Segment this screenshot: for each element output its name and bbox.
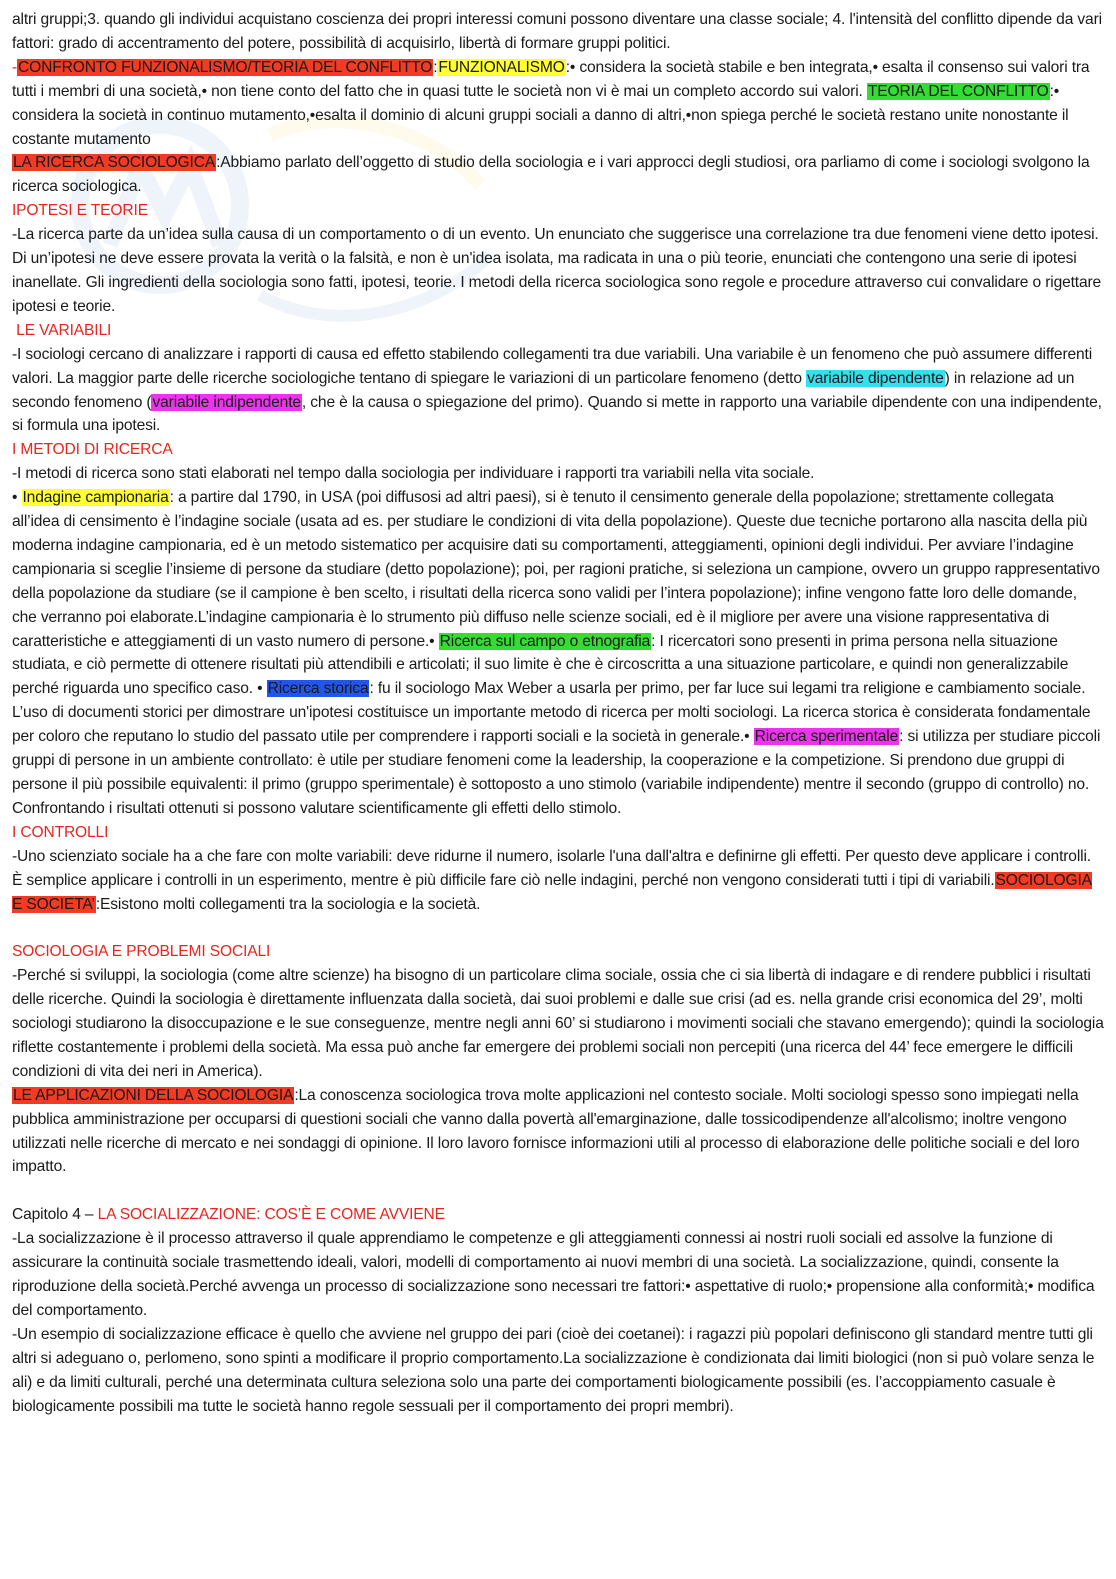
highlight-indagine-campionaria: Indagine campionaria [22, 489, 169, 507]
paragraph-confronto: -CONFRONTO FUNZIONALISMO/TEORIA DEL CONFLITTO:FUNZIONALISMO:• considera la società stabile e ben integrata,• esalta il consenso sui valori tra tutti i membri di una società,• non tiene conto del fatto che in quasi tutte le società non vi è mai un completo accordo sui valori. TEORIA DEL CONFLITTO:• considera la società in continuo mutamento,•esalta il dominio di alcuni gruppi sociali a danno di altri,•non spiega perché le società restano unite nonostante il costante mutamento [12, 58, 1090, 148]
heading-ipotesi-teorie: IPOTESI E TEORIE [12, 202, 148, 220]
highlight-variabile-dipendente: variabile dipendente [807, 369, 944, 387]
paragraph-variabili: -I sociologi cercano di analizzare i rapporti di causa ed effetto stabilendo collegamenti tra due variabili. Una variabile è un fenomeno che può assumere differenti valori. La maggior parte delle ricerche sociologiche tentano di spiegare le variazioni di un particolare fenomeno (detto variabile dipendente) in relazione ad un secondo fenomeno (variabile indipendente, che è la causa o spiegazione del primo). Quando si mette in rapporto una variabile dipendente con una indipendente, si formula una ipotesi. [12, 345, 1102, 435]
highlight-ricerca-sperimentale: Ricerca sperimentale [754, 728, 899, 746]
chapter-title: LA SOCIALIZZAZIONE: COS’È E COME AVVIENE [97, 1206, 445, 1224]
heading-controlli: I CONTROLLI [12, 823, 109, 841]
spacer [12, 1179, 1104, 1203]
highlight-ricerca-sociologica: LA RICERCA SOCIOLOGICA [13, 154, 216, 172]
paragraph-controlli: -Uno scienziato sociale ha a che fare con molte variabili: deve ridurne il numero, isolarle l'una dall'altra e definirne gli effetti. Per questo deve applicare i controlli. È semplice applicare i controlli in un esperimento, mentre è più difficile fare ciò nelle indagini, perché non vengono considerati tutti i tipi di variabili.SOCIOLOGIA E SOCIETA’:Esistono molti collegamenti tra la sociologia e la società. [12, 847, 1092, 913]
paragraph-metodi: -I metodi di ricerca sono stati elaborati nel tempo dalla sociologia per individuare i rapporti tra variabili nella vita sociale. [12, 465, 815, 483]
heading-problemi-sociali: SOCIOLOGIA E PROBLEMI SOCIALI [12, 943, 271, 961]
highlight-applicazioni: LE APPLICAZIONI DELLA SOCIOLOGIA [13, 1086, 294, 1104]
paragraph-ricerca-sociologica: LA RICERCA SOCIOLOGICA:Abbiamo parlato dell’oggetto di studio della sociologia e i vari approcci degli studiosi, ora parliamo di come i sociologi svolgono la ricerca sociologica. [12, 154, 1090, 196]
highlight-ricerca-sul-campo: Ricerca sul campo o etnografia [439, 632, 651, 650]
heading-metodi-ricerca: I METODI DI RICERCA [12, 441, 173, 459]
paragraph-intro: altri gruppi;3. quando gli individui acquistano coscienza dei propri interessi comuni possono diventare una classe sociale; 4. l'intensità del conflitto dipende da vari fattori: grado di accentramento del potere, possibilità di acquisirlo, libertà di formare gruppi politici. [12, 11, 1102, 52]
spacer [12, 916, 1104, 940]
highlight-ricerca-storica: Ricerca storica [267, 680, 369, 698]
paragraph-socializzazione-1: -La socializzazione è il processo attraverso il quale apprendiamo le competenze e gli atteggiamenti connessi ai nostri ruoli sociali ed assolve la funzione di assicurare la continuità sociale trasmettendo ideali, valori, modelli di comportamento ai nuovi membri di una società. La socializzazione, quindi, consente la riproduzione della società.Perché avvenga un processo di socializzazione sono necessari tre fattori:• aspettative di ruolo;• propensione alla conformità;• modifica del comportamento. [12, 1230, 1095, 1319]
heading-variabili: LE VARIABILI [12, 321, 112, 339]
highlight-sociologia-societa: SOCIOLOGIA E SOCIETA’ [12, 871, 1092, 913]
highlight-teoria-conflitto: TEORIA DEL CONFLITTO [867, 82, 1049, 100]
paragraph-ipotesi: -La ricerca parte da un’idea sulla causa di un comportamento o di un evento. Un enunciato che suggerisce una correlazione tra due fenomeni viene detto ipotesi. Di un’ipotesi ne deve essere provata la verità o la falsità, e non è un'idea isolata, ma radicata in una o più teorie, enunciati che contengono una serie di ipotesi inanellate. Gli ingredienti della sociologia sono fatti, ipotesi, teorie. I metodi della ricerca sociologica sono regole e procedure attraverso cui convalidare o rigettare ipotesi e teorie. [12, 226, 1102, 315]
highlight-variabile-indipendente: variabile indipendente [152, 393, 301, 411]
heading-capitolo-4: Capitolo 4 – LA SOCIALIZZAZIONE: COS’È E COME AVVIENE [12, 1206, 445, 1224]
highlight-confronto: CONFRONTO FUNZIONALISMO/TEORIA DEL CONFLITTO [18, 58, 433, 76]
paragraph-socializzazione-2: -Un esempio di socializzazione efficace è quello che avviene nel gruppo dei pari (cioè dei coetanei): i ragazzi più popolari definiscono gli standard mentre tutti gli altri si adeguano o, perlomeno, sono spinti a modificare il proprio comportamento.La socializzazione è condizionata dai limiti biologici (non si può volare senza le ali) e da limiti culturali, perché una determinata cultura seleziona solo una parte dei comportamenti biologicamente possibili (es. l’accoppiamento casuale è biologicamente possibili ma tutte le società hanno regole sessuali per il comportamento dei propri membri). [12, 1325, 1095, 1415]
paragraph-problemi: -Perché si sviluppi, la sociologia (come altre scienze) ha bisogno di un particolare clima sociale, ossia che ci sia libertà di indagare e di rendere pubblici i risultati delle ricerche. Quindi la sociologia è direttamente influenzata dalla società, dai suoi problemi e dalle sue crisi (ad es. nella grande crisi economica del 29’, molti sociologi studiarono la disoccupazione e le sue conseguenze, mentre negli anni 60’ si studiarono i movimenti sociali che stavano emergendo); quindi la sociologia riflette costantemente i problemi della società. Ma essa può anche far emergere dei problemi sociali non percepiti (una ricerca del 44’ fece emergere le difficili condizioni di vita dei neri in America). [12, 967, 1104, 1080]
highlight-funzionalismo: FUNZIONALISMO [438, 58, 565, 76]
paragraph-indagine: • Indagine campionaria: a partire dal 1790, in USA (poi diffusosi ad altri paesi), si è tenuto il censimento generale della popolazione; strettamente collegata all’idea di censimento è l’indagine sociale (usata ad es. per studiare le condizioni di vita della popolazione). Queste due tecniche portarono alla nascita della più moderna indagine campionaria, ed è un metodo sistematico per acquisire dati su comportamenti, atteggiamenti, opinioni degli individui. Per avviare l’indagine campionaria si sceglie l’insieme di persone da studiare (detto popolazione); poi, per ragioni pratiche, si seleziona un campione, ovvero un gruppo rappresentativo della popolazione da studiare (se il campione è ben scelto, i risultati della ricerca sono validi per l’intera popolazione); infine vengono fatte loro delle domande, che verranno poi elaborate.L’indagine campionaria è lo strumento più diffuso nelle scienze sociali, ed è il migliore per avere una visione rappresentativa di caratteristiche e atteggiamenti di un vasto numero di persone.• Ricerca sul campo o etnografia: I ricercatori sono presenti in prima persona nella situazione studiata, e ciò permette di ottenere risultati più attendibili e articolati; il suo limite è che è circoscritta a una situazione particolare, e quindi non generalizzabile perché riguarda uno specifico caso. • Ricerca storica: fu il sociologo Max Weber a usarla per primo, per far luce sui legami tra religione e cambiamento sociale. L’uso di documenti storici per dimostrare un'ipotesi costituisce un importante metodo di ricerca per molti sociologi. La ricerca storica è considerata fondamentale per coloro che reputano lo studio del passato utile per comprendere i rapporti sociali e la società in generale.• Ricerca sperimentale: si utilizza per studiare piccoli gruppi di persone in un ambiente controllato: è utile per studiare fenomeni come la leadership, la cooperazione e la competizione. Si prendono due gruppi di persone il più possibile equivalenti: il primo (gruppo sperimentale) è sottoposto a uno stimolo (variabile indipendente) mentre il secondo (gruppo di controllo) no. Confrontando i risultati ottenuti si possono valutare scientificamente gli effetti dello stimolo. [12, 489, 1101, 817]
paragraph-applicazioni: LE APPLICAZIONI DELLA SOCIOLOGIA:La conoscenza sociologica trova molte applicazioni nel contesto sociale. Molti sociologi spesso sono impiegati nella pubblica amministrazione per occuparsi di questioni sociali che vanno dalla povertà all'emarginazione, dalle tossicodipendenze all'alcolismo; inoltre vengono utilizzati nelle ricerche di mercato e nei sondaggi di opinione. Il loro lavoro fornisce informazioni utili al processo di elaborazione delle politiche sociali e del loro impatto. [12, 1086, 1080, 1176]
document-page [12, 8, 1104, 1418]
